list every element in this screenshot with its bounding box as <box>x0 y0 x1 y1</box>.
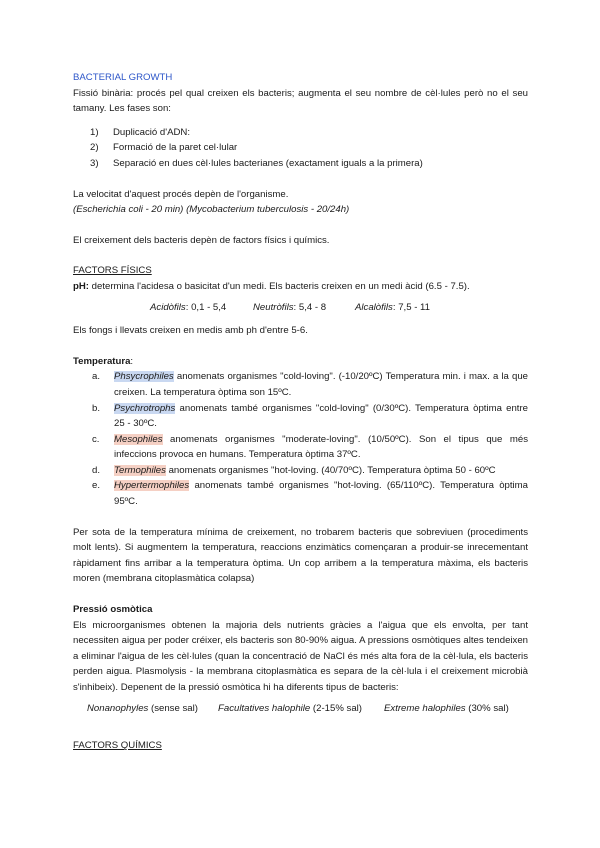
fungi-text: Els fongs i llevats creixen en medis amb ph d'entre 5-6. <box>73 325 308 337</box>
temperature-paragraph: Per sota de la temperatura mínima de creixement, no trobarem bacteris que sobreviuen (procediments molt lents). Si augmentem la temperatura, reaccions enzimàtics començaran a produir-se inrecementant ràpidament fins arribar a la temperatura òptima. Un cop arribem a la temperatura màxima, els bacteris moren (membrana citoplasmàtica colapsa) <box>73 526 528 585</box>
temperature-list <box>73 369 528 509</box>
list-item: 1) Duplicació d'ADN: <box>90 126 191 138</box>
intro-paragraph: Fissió binària: procés pel qual creixen els bacteris; augmenta el seu nombre de cèl·lules però no el seu tamany. Les fases son: <box>73 87 528 115</box>
list-item: 3) Separació en dues cèl·lules bacterianes (exactament iguals a la primera) <box>90 157 423 169</box>
list-item: d. Termophiles anomenats organismes "hot-loving. (40/70ºC). Temperatura òptima 50 - 60ºC <box>92 464 496 476</box>
temperature-heading: Temperatura: <box>73 355 134 367</box>
osmotic-types-row <box>73 701 528 717</box>
ph-paragraph: pH: determina l'acidesa o basicitat d'un medi. Els bacteris creixen en un medi àcid (6.5 - 7.5). <box>73 280 470 292</box>
osmotic-paragraph: Els microorganismes obtenen la majoria dels nutrients gràcies a l'aigua que els envolta, per tant necessiten aigua per poder créixer, els bacteris son 80-90% aigua. A pressions osmòtiques altes tendeixen a eliminar l'aigua de les cèl·lules (quan la concentració de NaCl és més alta fora de la cèl·lula, els bacteris perden aigua. Plasmolysis - la membrana citoplasmàtica es separa de la cèl·lula i el creixement microbià s'inhibeix). Depenent de la pressió osmòtica hi ha diferents tipus de bacteris: <box>73 619 528 693</box>
document-title: BACTERIAL GROWTH <box>73 72 173 83</box>
osmotic-type-extreme: Extreme halophiles (30% sal) <box>384 702 509 714</box>
osmotic-heading: Pressió osmòtica <box>73 604 153 616</box>
speed-examples: (Escherichia coli - 20 min) (Mycobacterium tuberculosis - 20/24h) <box>73 204 350 216</box>
document-page <box>73 70 528 754</box>
osmotic-type-nonanophyles: Nonanophyles (sense sal) <box>87 702 198 714</box>
osmotic-type-facultative: Facultatives halophile (2-15% sal) <box>218 702 362 714</box>
chemical-factors-heading: FACTORS QUÍMICS <box>73 740 162 752</box>
ph-type-neutrophiles: Neutròfils: 5,4 - 8 <box>253 301 327 313</box>
ph-types-row <box>73 300 528 316</box>
list-item: b. Psychrotrophs anomenats també organismes "cold-loving" (0/30ºC). Temperatura òptima entre 25 - 30ºC. <box>92 402 528 430</box>
list-item: a. Phsycrophiles anomenats organismes "cold-loving". (-10/20ºC) Temperatura min. i max. a la que creixen. La temperatura òptima son 15ºC. <box>92 371 528 398</box>
ph-type-alkalophiles: Alcalòfils: 7,5 - 11 <box>355 301 431 313</box>
list-item: e. Hypertermophiles anomenats també organismes "hot-loving. (65/110ºC). Temperatura òptima 95ºC. <box>92 480 528 508</box>
speed-text: La velocitat d'aquest procés depèn de l'organisme. <box>73 188 289 200</box>
list-item: c. Mesophiles anomenats organismes "moderate-loving". (10/50ºC). Son el tipus que més infeccions provoca en humans. Temperatura òptima 37ºC. <box>92 433 528 461</box>
ph-type-acidophiles: Acidòfils: 0,1 - 5,4 <box>150 301 227 313</box>
list-item: 2) Formació de la paret cel·lular <box>90 142 238 154</box>
factors-text: El creixement dels bacteris depèn de factors físics i químics. <box>73 234 330 246</box>
physical-factors-heading: FACTORS FÍSICS <box>73 265 152 277</box>
phases-list <box>73 125 528 172</box>
